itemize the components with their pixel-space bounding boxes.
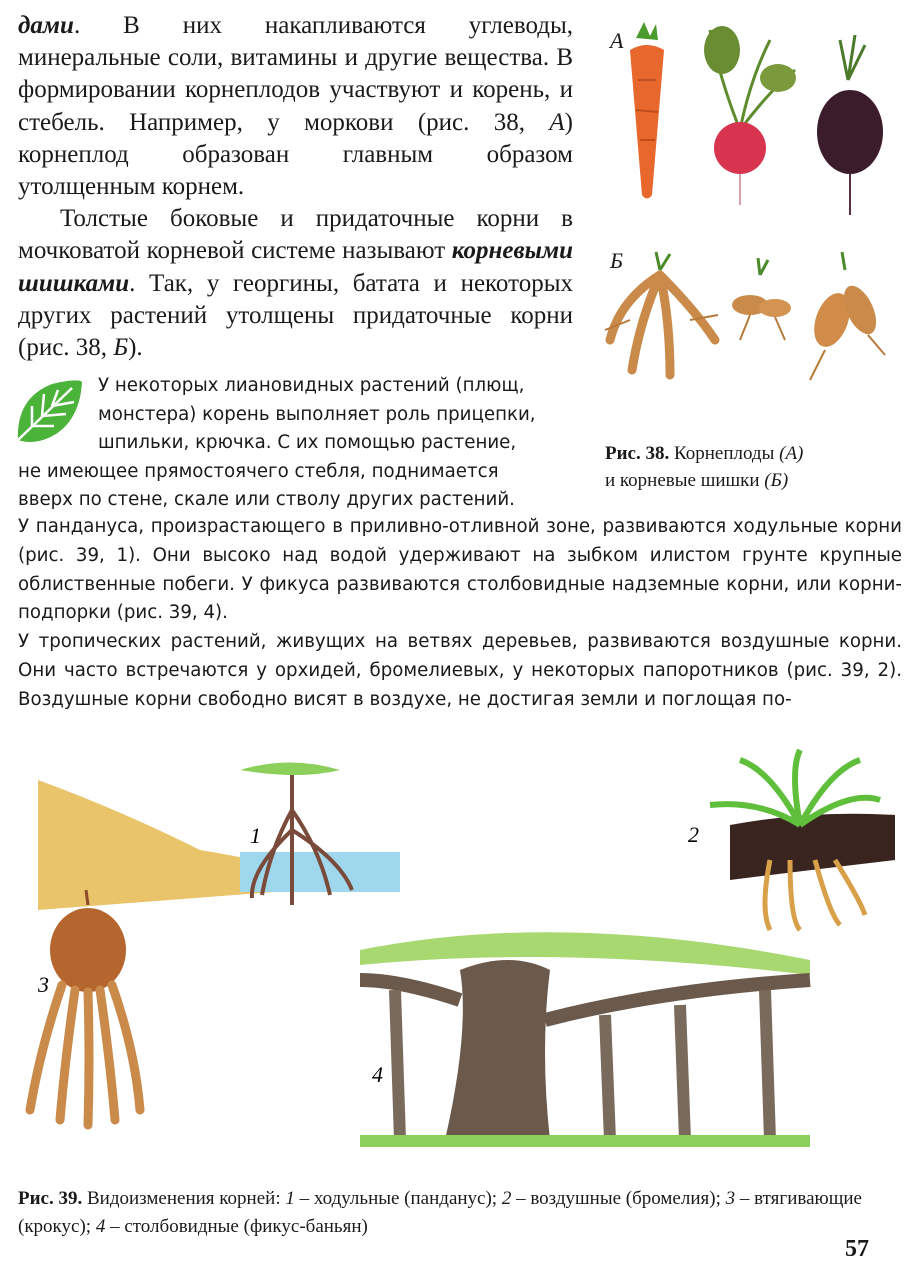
- main-text: [18, 10, 573, 364]
- fig38-illustration: [600, 20, 900, 400]
- sidebar-note: [18, 372, 578, 515]
- note-line: У некоторых лиановидных растений (плющ,: [98, 375, 525, 396]
- paragraph-aerial-roots: У тропических растений, живущих на ветвях деревьев, развиваются воздушные корни. Они часто встречаются у орхидей, бромелиевых, у некоторых папоротников (рис. 39, 2). Воздушные корни свободно висят в воздухе, не достигая земли и поглощая по-: [18, 631, 902, 710]
- note-line: не имеющее прямостоячего стебля, поднимается: [18, 460, 499, 482]
- pandanus-stilt-roots-illustration: [38, 763, 400, 911]
- beet-illustration: [817, 35, 883, 215]
- term-dami: дами: [18, 12, 74, 39]
- note-line: монстера) корень выполняет роль прицепки,: [98, 403, 536, 425]
- fig38-letter-b: Б: [610, 248, 623, 273]
- figure-38: [600, 20, 900, 400]
- fig39-caption: Рис. 39. Видоизменения корней: 1 – ходульные (панданус); 2 – воздушные (бромелия); 3 – втягивающие (крокус); 4 – столбовидные (фикус-баньян): [18, 1188, 862, 1237]
- banyan-prop-roots-illustration: [360, 932, 810, 1147]
- fig38-caption-label: Рис. 38.: [605, 443, 670, 464]
- fig38-letter-a: А: [610, 28, 624, 53]
- term-root-tubers: корневыми шишками: [18, 237, 573, 297]
- crocus-contractile-roots-illustration: [30, 890, 140, 1125]
- fig39-number-1: 1: [250, 823, 261, 848]
- batat-tubers-illustration: [732, 258, 791, 340]
- page-number: 57: [845, 1236, 869, 1262]
- bromelia-aerial-roots-illustration: [710, 750, 895, 930]
- fig38-caption: Рис. 38. Корнеплоды (А) и корневые шишки (Б): [605, 443, 804, 491]
- note-line: шпильки, крючка. С их помощью растение,: [98, 432, 517, 453]
- tuber-cluster-illustration: [807, 252, 885, 380]
- paragraph-root-tubers: Толстые боковые и придаточные корни в мочковатой корневой системе называют корневыми шишками. Так, у георгины, батата и некоторых других растений утолщены придаточные корни (рис. 38, Б).: [18, 205, 573, 362]
- fig39-illustration: [0, 730, 910, 1170]
- continuation-text: [18, 513, 902, 715]
- fig39-number-3: 3: [38, 972, 49, 997]
- radish-illustration: [704, 26, 796, 205]
- fig39-number-4: 4: [372, 1062, 383, 1087]
- carrot-illustration: [630, 22, 664, 199]
- figure-39: [0, 730, 910, 1170]
- note-line: вверх по стене, скале или стволу других растений.: [18, 489, 515, 510]
- fig39-caption-label: Рис. 39.: [18, 1188, 83, 1209]
- paragraph-roots-crops: дами. В них накапливаются углеводы, минеральные соли, витамины и другие вещества. В формировании корнеплодов участвуют и корень, и стебель. Например, у моркови (рис. 38, А) корнеплод образован главным образом утолщенным корнем.: [18, 12, 573, 201]
- fig39-number-2: 2: [688, 822, 699, 847]
- paragraph-stilt-roots: У панданyса, произрастающего в приливно-отливной зоне, развиваются ходульные корни (рис. 39, 1). Они высоко над водой удерживают на зыбком илистом грунте крупные облиственные побеги. У фикуса развиваются столбовидные надземные корни, или корни-подпорки (рис. 39, 4).: [18, 516, 902, 624]
